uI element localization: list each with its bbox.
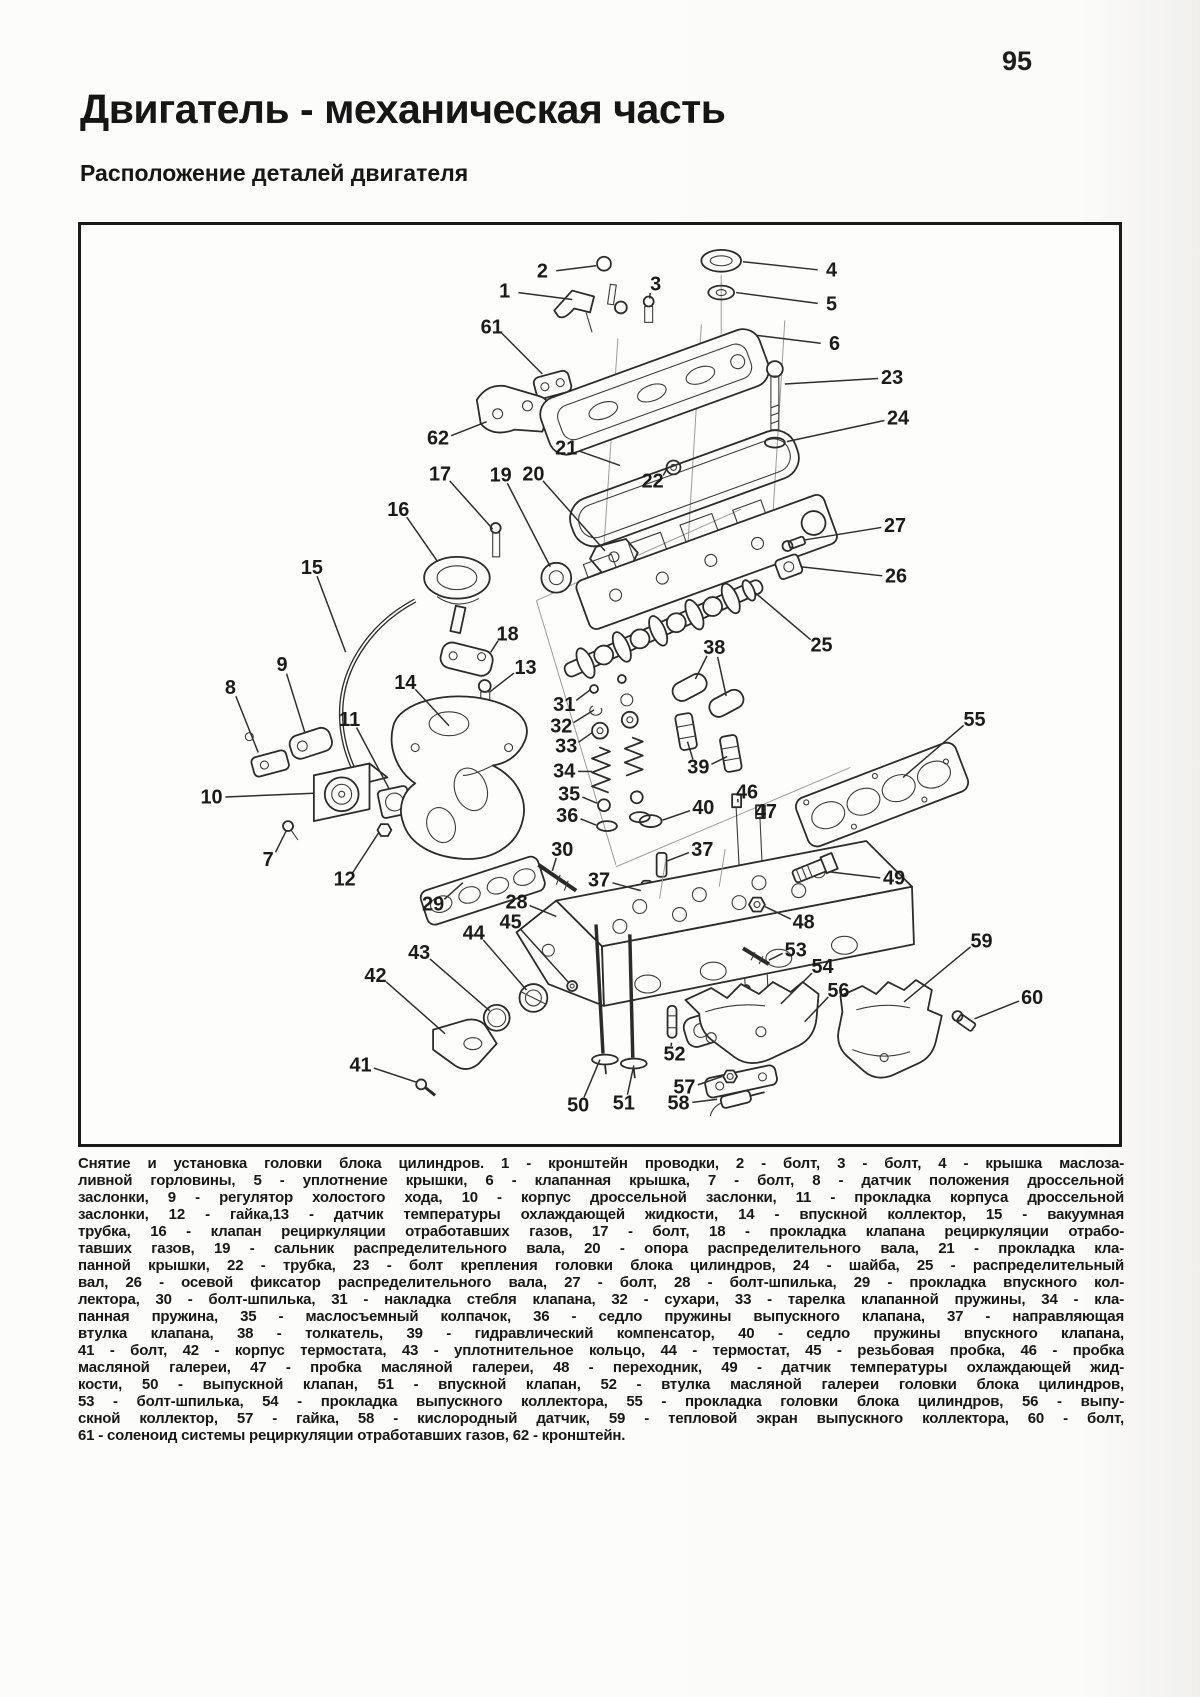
callout-number: 19: [489, 464, 512, 487]
callout-number: 62: [427, 427, 450, 450]
part-thermostat-housing-42: [433, 1019, 497, 1069]
callout-leader: [743, 262, 818, 270]
callout-leader: [451, 422, 487, 436]
caption-line: вал, 26 - осевой фиксатор распределительного вала, 27 - болт, 28 - болт-шпилька, 29 - прокладка впускного кол-: [78, 1274, 1124, 1291]
callout-number: 59: [970, 930, 993, 953]
callout-leader: [576, 690, 590, 700]
callout-number: 33: [555, 735, 578, 758]
callout-leader: [627, 1066, 633, 1095]
part-camshaft-seal-19: [541, 563, 571, 593]
callout-leader: [692, 1099, 717, 1102]
callout-number: 22: [641, 470, 664, 493]
part-bolt-3: [644, 297, 654, 323]
callout-leader: [718, 657, 727, 696]
part-thermostat-44: [520, 984, 548, 1012]
part-bolt-7: [283, 821, 298, 840]
callout-number: 26: [885, 565, 908, 588]
callout-number: 4: [825, 259, 838, 282]
callout-leader: [578, 733, 592, 743]
callout-number: 20: [522, 463, 545, 486]
caption-line: 61 - соленоид системы рециркуляции отработавших газов, 62 - кронштейн.: [78, 1427, 626, 1444]
part-intake-gasket-29: [419, 855, 547, 927]
part-egr-valve-16: [424, 557, 490, 633]
caption-line: ливной горловины, 5 - уплотнение крышки, 6 - клапанная крышка, 7 - болт, 8 - датчик положения дроссельной: [78, 1172, 1124, 1189]
caption-line: тавших газов, 19 - сальник распределительного вала, 20 - опора распределительного вала, 21 - прокладка кла-: [78, 1240, 1124, 1257]
part-head-gasket-55: [793, 740, 971, 849]
callout-number: 8: [224, 676, 236, 699]
callout-number: 32: [550, 715, 573, 738]
callout-leader: [663, 811, 690, 820]
callout-number: 53: [784, 939, 807, 962]
caption-line: лектора, 30 - болт-шпилька, 31 - накладка стебля клапана, 32 - сухари, 33 - тарелка клапанной пружины, 34 - кла-: [78, 1291, 1124, 1308]
part-throttle-body-10: [314, 763, 388, 821]
callout-number: 55: [963, 708, 986, 731]
part-gallery-bush-52: [668, 1006, 677, 1038]
callout-number: 54: [811, 956, 834, 979]
callout-number: 11: [339, 708, 361, 731]
callout-leader: [556, 266, 596, 271]
callout-leader: [502, 333, 542, 374]
part-nut-57: [723, 1070, 737, 1082]
callout-leader: [755, 593, 811, 640]
callout-leader: [317, 576, 346, 652]
callout-leader: [787, 421, 885, 442]
callout-number: 37: [587, 869, 611, 892]
callout-leader: [904, 947, 971, 1002]
callout-number: 40: [692, 797, 715, 820]
callout-leader: [543, 481, 605, 551]
callout-number: 38: [703, 637, 726, 660]
part-wiring-bracket-1: [554, 291, 594, 333]
engine-exploded-diagram: [81, 225, 1119, 1144]
callout-number: 29: [422, 893, 445, 916]
callout-number: 5: [825, 293, 838, 316]
callout-leader: [507, 483, 550, 567]
callout-number: 25: [810, 634, 833, 657]
callout-leader: [580, 451, 620, 465]
section-subtitle: Расположение деталей двигателя: [80, 160, 469, 186]
part-adapter-48: [749, 898, 765, 912]
callout-number: 43: [408, 942, 431, 965]
callout-number: 42: [364, 965, 387, 988]
figure-caption: [78, 1155, 1124, 1444]
callout-leader: [584, 1060, 600, 1098]
callout-leader: [450, 481, 493, 529]
diagram-frame: [78, 222, 1122, 1147]
callout-number: 7: [262, 848, 274, 871]
part-nut-12: [377, 824, 391, 836]
caption-line: Снятие и установка головки блока цилиндров. 1 - кронштейн проводки, 2 - болт, 3 - болт, 4 - крышка маслоза-: [78, 1155, 1124, 1172]
callout-leader: [407, 517, 437, 561]
part-intake-manifold-14: [392, 696, 527, 859]
callout-number: 3: [650, 273, 662, 296]
part-throttle-position-sensor-8: [245, 733, 290, 778]
callout-number: 15: [300, 556, 323, 579]
callout-leader: [386, 982, 445, 1034]
callout-leader: [574, 710, 594, 723]
caption-line: кости, 50 - выпускной клапан, 51 - впускной клапан, 52 - втулка масляной галереи головки блока цилиндров,: [78, 1376, 1124, 1393]
callout-number: 39: [687, 756, 710, 779]
callout-number: 52: [663, 1043, 686, 1066]
part-oil-filler-cap-4: [701, 250, 741, 272]
page-title: Двигатель - механическая часть: [80, 86, 726, 132]
caption-line: 53 - болт-шпилька, 54 - прокладка выпускного коллектора, 55 - прокладка головки блока цилиндров, 56 - выпу-: [78, 1393, 1124, 1410]
callout-leader: [236, 696, 258, 752]
caption-line: масляной галереи, 47 - пробка масляной галереи, 48 - переходник, 49 - датчик температуры охлаждающей жид-: [78, 1359, 1124, 1376]
caption-line: втулка клапана, 38 - толкатель, 39 - гидравлический компенсатор, 40 - седло пружины впускного клапана,: [78, 1325, 1124, 1342]
callout-number: 60: [1021, 986, 1044, 1009]
callout-number: 12: [333, 868, 356, 891]
part-egr-gasket-18: [438, 640, 494, 678]
callout-number: 2: [536, 260, 548, 283]
callout-number: 58: [667, 1092, 690, 1115]
part-valve-stack-left: [590, 685, 617, 831]
callout-number: 6: [828, 333, 840, 356]
callout-number: 1: [499, 280, 511, 303]
callout-number: 50: [567, 1094, 590, 1117]
callout-number: 51: [612, 1092, 635, 1115]
page-number: 95: [1001, 46, 1032, 76]
caption-line: трубка, 16 - клапан рециркуляции отработавших газов, 17 - болт, 18 - прокладка клапана рециркуляции отрабо-: [78, 1223, 1124, 1240]
callout-leader: [518, 293, 572, 300]
callout-leader: [430, 959, 490, 1011]
callout-number: 45: [499, 911, 522, 934]
callout-leader: [668, 853, 689, 861]
part-tappets-38: [669, 671, 746, 720]
callout-leader: [490, 673, 514, 692]
callout-leader: [374, 1068, 417, 1082]
callout-leader: [785, 378, 878, 383]
callout-number: 13: [514, 657, 537, 680]
callout-leader: [581, 819, 596, 825]
callout-number: 47: [754, 801, 777, 824]
callout-leader: [276, 831, 287, 852]
callout-number: 18: [496, 623, 519, 646]
callout-number: 48: [792, 911, 815, 934]
part-valve-stack-right: [618, 675, 650, 822]
part-bolt-60: [951, 1009, 977, 1031]
callout-number: 27: [884, 515, 907, 538]
callout-number: 61: [480, 316, 503, 339]
callout-number: 16: [387, 499, 410, 522]
part-heat-shield-59: [838, 980, 942, 1078]
callout-number: 41: [349, 1054, 372, 1077]
caption-line: панная пружина, 35 - маслосъемный колпачок, 36 - седло пружины выпускного клапана, 37 - направляющая: [78, 1308, 1124, 1325]
callout-number: 49: [883, 867, 906, 890]
part-idle-air-valve-9: [287, 726, 334, 762]
callout-number: 37: [691, 838, 714, 861]
callout-number: 10: [200, 786, 223, 809]
caption-line: скной коллектор, 57 - гайка, 58 - кислородный датчик, 59 - тепловой экран выпускного коллектора, 60 - болт,: [78, 1410, 1124, 1427]
callout-leader: [287, 674, 305, 733]
callout-number: 17: [428, 463, 452, 486]
callout-number: 46: [735, 781, 759, 804]
callout-number: 30: [551, 838, 574, 861]
callout-number: 56: [827, 979, 850, 1002]
callout-number: 14: [394, 672, 417, 695]
callout-leader: [736, 293, 818, 304]
part-cylinder-head: [517, 838, 914, 1006]
caption-line: 41 - болт, 42 - корпус термостата, 43 - уплотнительное кольцо, 44 - термостат, 45 - резьбовая пробка, 46 - пробка: [78, 1342, 1124, 1359]
callout-number: 34: [553, 760, 576, 783]
callout-number: 57: [673, 1076, 696, 1099]
callout-number: 35: [558, 783, 581, 806]
callout-leader: [582, 797, 597, 803]
callout-number: 23: [881, 367, 904, 390]
caption-line: заслонки, 9 - регулятор холостого хода, 10 - корпус дроссельной заслонки, 11 - прокладка корпуса дроссельной: [78, 1189, 1124, 1206]
callout-number: 36: [556, 805, 579, 828]
callout-number: 9: [276, 654, 288, 677]
callout-leader: [756, 335, 821, 343]
callout-leader: [483, 940, 526, 990]
callout-number: 28: [505, 891, 528, 914]
callout-number: 31: [553, 693, 576, 716]
callout-number: 44: [462, 922, 485, 945]
callout-leader: [353, 833, 379, 872]
caption-line: панной крышки, 22 - трубка, 23 - болт крепления головки блока цилиндров, 24 - шайба, 25 - распределительный: [78, 1257, 1124, 1274]
callout-leader: [975, 1001, 1020, 1019]
callout-number: 24: [887, 407, 910, 430]
caption-line: заслонки, 12 - гайка,13 - датчик температуры охлаждающей жидкости, 14 - впускной коллектор, 15 - вакуумная: [78, 1206, 1124, 1223]
part-bolt-41: [416, 1079, 435, 1095]
callout-leader: [225, 793, 313, 797]
callout-number: 21: [555, 437, 578, 460]
part-bolt-2: [597, 257, 627, 314]
callout-leader: [801, 567, 883, 576]
